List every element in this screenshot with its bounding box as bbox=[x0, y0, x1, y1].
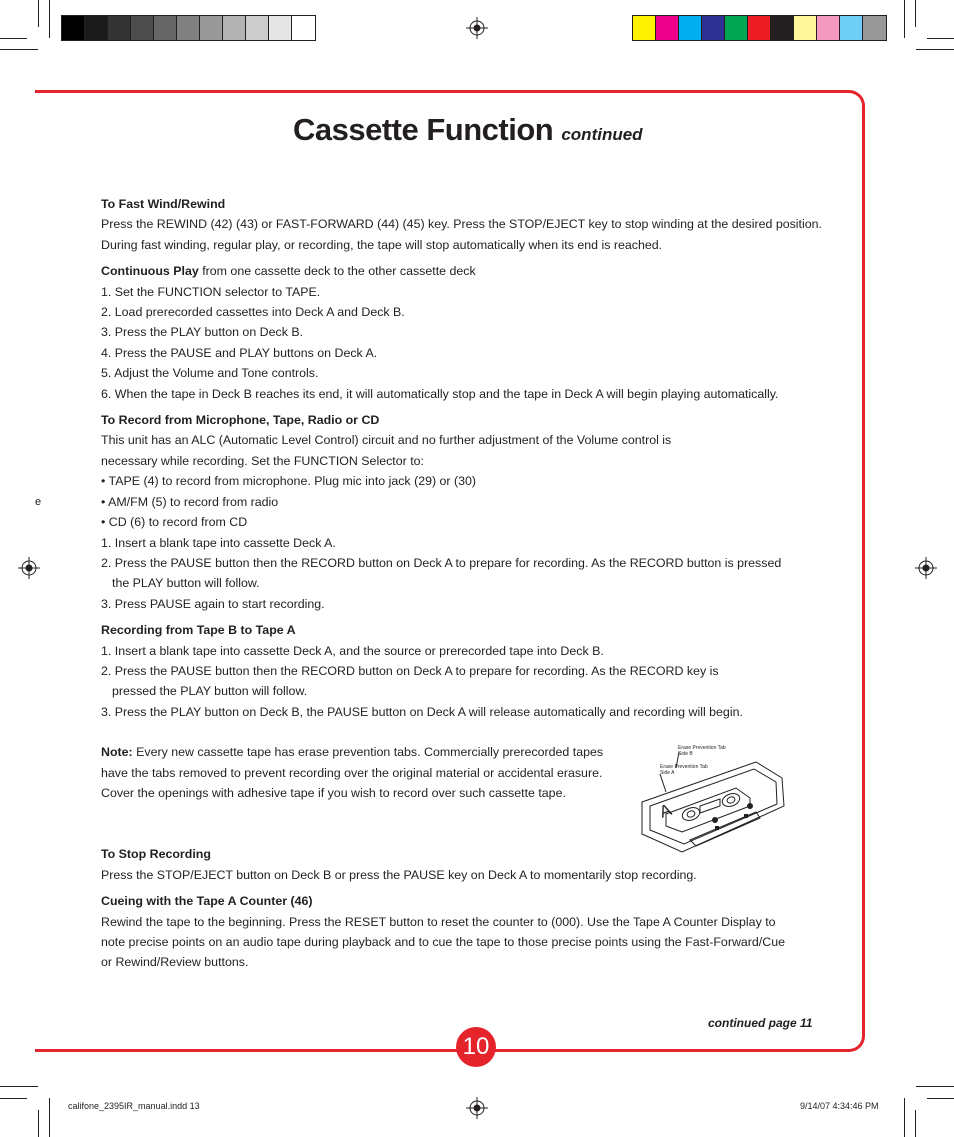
text-line: note precise points on an audio tape during playback and to cue the tape to those precise points using the Fast-Forward/Cue bbox=[101, 935, 785, 949]
section-heading: To Stop Recording bbox=[101, 847, 211, 862]
list-item: 2. Press the PAUSE button then the RECORD button on Deck A to prepare for recording. As the RECORD key is bbox=[101, 663, 719, 678]
text-line: This unit has an ALC (Automatic Level Control) circuit and no further adjustment of the Volume control is bbox=[101, 433, 672, 448]
crop-mark bbox=[904, 1098, 905, 1137]
color-swatch bbox=[108, 16, 131, 40]
continued-page-note: continued page 11 bbox=[708, 1016, 813, 1030]
slug-timestamp: 9/14/07 4:34:46 PM bbox=[800, 1101, 879, 1111]
list-item: 3. Press PAUSE again to start recording. bbox=[101, 596, 325, 611]
list-item: 1. Insert a blank tape into cassette Deck A. bbox=[101, 535, 336, 550]
list-item: 5. Adjust the Volume and Tone controls. bbox=[101, 366, 319, 381]
crop-mark bbox=[927, 1098, 954, 1099]
list-item: 1. Insert a blank tape into cassette Deck A, and the source or prerecorded tape into Deck B. bbox=[101, 643, 604, 658]
section-note bbox=[101, 742, 621, 803]
list-item: 4. Press the PAUSE and PLAY buttons on Deck A. bbox=[101, 345, 378, 360]
color-swatch bbox=[223, 16, 246, 40]
cassette-illustration bbox=[636, 740, 788, 856]
crop-mark bbox=[38, 0, 39, 27]
page-title bbox=[293, 112, 643, 148]
crop-mark bbox=[0, 38, 27, 39]
color-swatch bbox=[62, 16, 85, 40]
color-swatch bbox=[656, 16, 679, 40]
list-item: 6. When the tape in Deck B reaches its end, it will automatically stop and the tape in Deck A will begin playing automatically. bbox=[101, 386, 779, 401]
section-continuous-play bbox=[101, 261, 821, 404]
list-item: 2. Press the PAUSE button then the RECORD button on Deck A to prepare for recording. As the RECORD button is pressed bbox=[101, 555, 782, 570]
list-item: 2. Load prerecorded cassettes into Deck A and Deck B. bbox=[101, 305, 405, 320]
crop-mark bbox=[916, 49, 954, 50]
tab-label-side-b-line1: Erase Prevention Tab bbox=[678, 745, 726, 751]
note-line: have the tabs removed to prevent recording over the original material or accidental erasure. bbox=[101, 765, 603, 780]
list-item: • TAPE (4) to record from microphone. Plug mic into jack (29) or (30) bbox=[101, 474, 477, 489]
color-swatch bbox=[292, 16, 315, 40]
cassette-side-letter: A bbox=[656, 800, 675, 822]
color-swatch bbox=[200, 16, 223, 40]
crop-mark bbox=[0, 49, 38, 50]
section-heading: Cueing with the Tape A Counter (46) bbox=[101, 894, 313, 909]
crop-mark bbox=[38, 1110, 39, 1137]
title-main: Cassette Function bbox=[293, 112, 554, 147]
section-record bbox=[101, 410, 821, 614]
registration-mark-icon bbox=[466, 17, 488, 39]
text-line: Press the REWIND (42) (43) or FAST-FORWARD (44) (45) key. Press the STOP/EJECT key to stop winding at the desired position. bbox=[101, 217, 822, 232]
crop-mark bbox=[0, 1086, 38, 1087]
section-tape-b-to-a bbox=[101, 620, 821, 722]
section-heading: Recording from Tape B to Tape A bbox=[101, 623, 296, 638]
note-line bbox=[101, 742, 621, 762]
crop-mark bbox=[915, 1110, 916, 1137]
registration-mark-icon bbox=[915, 557, 937, 579]
list-item: 1. Set the FUNCTION selector to TAPE. bbox=[101, 284, 321, 299]
color-swatch bbox=[679, 16, 702, 40]
note-text: Every new cassette tape has erase prevention tabs. Commercially prerecorded tapes bbox=[132, 745, 604, 760]
tab-label-side-a-line2: Side A bbox=[660, 770, 675, 776]
color-swatch bbox=[863, 16, 886, 40]
list-item-continuation: pressed the PLAY button will follow. bbox=[112, 684, 308, 699]
section-fast-wind bbox=[101, 194, 821, 255]
color-swatch bbox=[85, 16, 108, 40]
crop-mark bbox=[0, 1098, 27, 1099]
tab-label-side-a-line1: Erase Prevention Tab bbox=[660, 764, 708, 770]
heading-rest: from one cassette deck to the other cassette deck bbox=[198, 264, 476, 279]
crop-mark bbox=[927, 38, 954, 39]
section-cueing bbox=[101, 891, 821, 973]
text-line: Press the STOP/EJECT button on Deck B or press the PAUSE key on Deck A to momentarily stop recording. bbox=[101, 867, 697, 882]
list-item: 3. Press the PLAY button on Deck B. bbox=[101, 325, 304, 340]
crop-mark bbox=[49, 0, 50, 38]
list-item: 3. Press the PLAY button on Deck B, the PAUSE button on Deck A will release automatically and recording will begin. bbox=[101, 704, 743, 719]
crop-mark bbox=[916, 1086, 954, 1087]
title-subtitle: continued bbox=[561, 125, 643, 144]
crop-mark bbox=[49, 1098, 50, 1137]
text-line: necessary while recording. Set the FUNCTION Selector to: bbox=[101, 453, 424, 468]
note-label: Note: bbox=[101, 745, 133, 760]
crop-mark bbox=[904, 0, 905, 38]
text-line: During fast winding, regular play, or recording, the tape will stop automatically when its end is reached. bbox=[101, 237, 663, 252]
slug-filename: califone_2395IR_manual.indd 13 bbox=[68, 1101, 200, 1111]
color-swatch bbox=[840, 16, 863, 40]
list-item-continuation: the PLAY button will follow. bbox=[112, 576, 260, 591]
crop-mark bbox=[915, 0, 916, 27]
section-heading: Continuous Play bbox=[101, 264, 199, 279]
color-swatch bbox=[725, 16, 748, 40]
section-heading: To Record from Microphone, Tape, Radio or CD bbox=[101, 413, 380, 428]
side-mark: e bbox=[35, 496, 42, 508]
registration-mark-icon bbox=[466, 1097, 488, 1119]
color-swatch bbox=[177, 16, 200, 40]
color-swatch bbox=[748, 16, 771, 40]
page-number-badge: 10 bbox=[456, 1027, 496, 1067]
color-swatch bbox=[771, 16, 794, 40]
color-swatch bbox=[246, 16, 269, 40]
color-swatch bbox=[702, 16, 725, 40]
list-item: • AM/FM (5) to record from radio bbox=[101, 494, 279, 509]
color-swatch bbox=[269, 16, 292, 40]
color-swatch bbox=[817, 16, 840, 40]
process-color-bar bbox=[632, 15, 887, 41]
main-content bbox=[101, 194, 821, 979]
tab-label-side-b-line2: Side B bbox=[678, 751, 693, 757]
section-heading-line bbox=[101, 261, 821, 281]
section-heading: To Fast Wind/Rewind bbox=[101, 197, 226, 211]
color-swatch bbox=[154, 16, 177, 40]
color-swatch bbox=[794, 16, 817, 40]
list-item: • CD (6) to record from CD bbox=[101, 515, 248, 530]
text-line: Rewind the tape to the beginning. Press the RESET button to reset the counter to (000). Use the Tape A Counter Display to bbox=[101, 914, 776, 929]
text-line: or Rewind/Review buttons. bbox=[101, 955, 249, 970]
grayscale-color-bar bbox=[61, 15, 316, 41]
color-swatch bbox=[633, 16, 656, 40]
note-line: Cover the openings with adhesive tape if you wish to record over such cassette tape. bbox=[101, 785, 566, 800]
color-swatch bbox=[131, 16, 154, 40]
